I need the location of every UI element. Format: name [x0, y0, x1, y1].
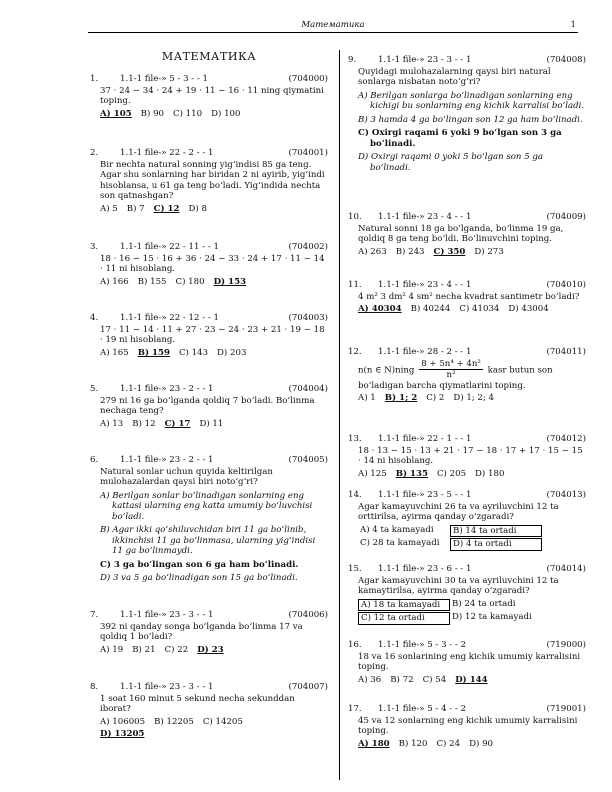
- answer-d[interactable]: D) 43004: [508, 304, 549, 315]
- problem-code: (704005): [288, 455, 328, 465]
- problem-code: (704008): [546, 55, 586, 65]
- answer-b[interactable]: B) Agar ikki qo‘shiluvchidan biri 11 ga bo‘linib, ikkinchisi 11 ga bo‘linmasa, ularning yig‘indisi 11 ga bo‘linmaydi.: [100, 525, 316, 557]
- answer-b[interactable]: B) 72: [390, 674, 414, 685]
- problem-text: 17 · 11 − 14 · 11 + 27 · 23 − 24 · 23 + 21 · 19 − 18 · 19 ni hisoblang.: [100, 325, 325, 346]
- problem-number: 5.: [90, 384, 99, 394]
- answer-c[interactable]: C) 205: [436, 468, 467, 479]
- problem-10: [348, 212, 586, 257]
- answer-options: [358, 469, 586, 479]
- answer-c[interactable]: C) 54: [422, 674, 447, 685]
- problem-text: [358, 359, 586, 391]
- answer-c[interactable]: C) 28 ta kamayadi: [360, 538, 440, 549]
- left-column: [90, 50, 328, 740]
- answer-b[interactable]: B) 155: [137, 276, 167, 287]
- problem-11: [348, 280, 586, 315]
- problem-number: 7.: [90, 610, 99, 620]
- problem-source: 1.1-1 file-» 5 - 3 - - 2: [378, 640, 467, 650]
- problem-text: Bir nechta natural sonning yig‘indisi 85 ga teng. Agar shu sonlarning har biridan 2 ni ayirib, yig‘indi hisoblansa, u 61 ga teng bo‘ladi. Yig‘indida nechta son qatnashgan?: [100, 160, 325, 202]
- header-title: Математика: [301, 20, 365, 30]
- problem-source: 1.1-1 file-» 23 - 5 - - 1: [378, 490, 472, 500]
- problem-source: 1.1-1 file-» 22 - 12 - - 1: [120, 313, 219, 323]
- answer-a[interactable]: A) 40304: [358, 304, 402, 315]
- problem-number: 8.: [90, 682, 99, 692]
- answer-d[interactable]: D) 90: [469, 738, 494, 749]
- problem-6: [90, 455, 328, 587]
- problem-source: 1.1-1 file-» 23 - 3 - - 1: [378, 55, 472, 65]
- answer-a[interactable]: A) 1: [358, 393, 376, 404]
- answer-d[interactable]: D) 23: [197, 644, 224, 655]
- answer-c[interactable]: C) 12 ta ortadi: [358, 612, 450, 624]
- answer-d[interactable]: D) 1; 2; 4: [453, 393, 494, 404]
- answer-d[interactable]: D) 203: [217, 347, 247, 358]
- problem-text: 1 soat 160 minut 5 sekund necha sekunddan iborat?: [100, 694, 295, 715]
- answer-b[interactable]: B) 1; 2: [384, 393, 418, 404]
- answer-d[interactable]: D) 3 va 5 ga bo‘linadigan son 15 ga bo‘linadi.: [100, 573, 298, 584]
- answer-a[interactable]: A) 166: [100, 276, 129, 287]
- problem-code: (704014): [546, 564, 586, 574]
- section-title: МАТЕМАТИКА: [161, 50, 257, 63]
- problem-1: [90, 74, 328, 119]
- problem-text: 18 · 13 − 15 · 13 + 21 · 17 − 18 · 17 + 17 · 15 − 15 · 14 ni hisoblang.: [358, 446, 583, 467]
- problem-source: 1.1-1 file-» 23 - 4 - - 1: [378, 280, 472, 290]
- answer-c[interactable]: C) 22: [164, 644, 189, 655]
- problem-code: (704007): [288, 682, 328, 692]
- answer-b[interactable]: B) 243: [395, 246, 425, 257]
- problem-code: (704004): [288, 384, 328, 394]
- problem-source: 1.1-1 file-» 23 - 4 - - 1: [378, 212, 472, 222]
- fraction-numerator: 8 + 5n⁴ + 4n²: [421, 359, 481, 369]
- problem-number: 4.: [90, 313, 99, 323]
- answer-options: [358, 304, 586, 314]
- problem-text: Quyidagi mulohazalarning qaysi biri natural sonlarga nisbatan noto‘g‘ri?: [358, 67, 551, 88]
- answer-c[interactable]: C) 41034: [459, 304, 500, 315]
- problem-code: (704001): [288, 148, 328, 158]
- answer-b[interactable]: B) 120: [398, 738, 428, 749]
- answer-b[interactable]: B) 12205: [154, 716, 194, 727]
- problem-number: 12.: [348, 347, 362, 357]
- problem-text: 18 va 16 sonlarining eng kichik umumiy karralisini toping.: [358, 652, 581, 673]
- answer-d[interactable]: D) 100: [211, 108, 241, 119]
- problem-5: [90, 384, 328, 429]
- answer-options-row2: [100, 729, 328, 739]
- problem-code: (719000): [546, 640, 586, 650]
- answer-options: [358, 599, 586, 625]
- answer-options: [358, 393, 586, 403]
- problem-source: 1.1-1 file-» 5 - 4 - - 2: [378, 704, 467, 714]
- answer-c[interactable]: C) Oxirgi raqami 6 yoki 9 bo‘lgan son 3 ga bo‘linadi.: [358, 128, 562, 149]
- answer-c[interactable]: C) 17: [164, 418, 191, 429]
- answer-c[interactable]: C) 110: [173, 108, 203, 119]
- answer-a[interactable]: A) Berilgan sonlar bo‘linadigan sonlarning eng kattasi ularning eng katta umumiy bo‘luvchisi bo‘ladi.: [100, 490, 313, 522]
- answer-c[interactable]: C) 12: [153, 203, 180, 214]
- problem-16: [348, 640, 586, 685]
- problem-text: Agar kamayuvchini 30 ta va ayriluvchini 12 ta kamaytirilsa, ayirma qanday o‘zgaradi?: [358, 576, 559, 597]
- problem-7: [90, 610, 328, 655]
- problem-4: [90, 313, 328, 358]
- problem-source: 1.1-1 file-» 22 - 2 - - 1: [120, 148, 214, 158]
- answer-b[interactable]: B) 90: [140, 108, 165, 119]
- answer-b[interactable]: B) 21: [132, 644, 156, 655]
- answer-d[interactable]: D) 12 ta kamayadi: [452, 612, 532, 623]
- problem-number: 15.: [348, 564, 362, 574]
- column-divider: [339, 50, 340, 780]
- problem-14: [348, 490, 586, 551]
- problem-number: 17.: [348, 704, 362, 714]
- problem-source: 1.1-1 file-» 23 - 2 - - 1: [120, 384, 214, 394]
- fraction-denominator: n²: [446, 370, 456, 381]
- problem-9: [348, 55, 586, 176]
- page-number: 1: [570, 20, 576, 30]
- answer-d[interactable]: D) 180: [475, 468, 505, 479]
- problem-2: [90, 148, 328, 214]
- answer-a[interactable]: A) 125: [358, 468, 387, 479]
- answer-a[interactable]: A) Berilgan sonlarga bo‘linadigan sonlarning eng kichigi bu sonlarning eng kichik karralisi bo‘ladi.: [358, 90, 585, 112]
- problem-code: (704006): [288, 610, 328, 620]
- problem-source: 1.1-1 file-» 23 - 2 - - 1: [120, 455, 214, 465]
- answer-a[interactable]: A) 4 ta kamayadi: [360, 524, 434, 535]
- problem-number: 3.: [90, 242, 99, 252]
- problem-text: 37 · 24 − 34 · 24 + 19 · 11 − 16 · 11 ning qiymatini toping.: [100, 86, 324, 107]
- problem-number: 6.: [90, 455, 99, 465]
- answer-a[interactable]: A) 180: [358, 738, 390, 749]
- problem-number: 2.: [90, 148, 99, 158]
- answer-options: [100, 419, 328, 429]
- problem-code: (719001): [546, 704, 586, 714]
- answer-options: [100, 348, 328, 358]
- problem-text: Natural sonlar uchun quyida keltirilgan mulohazalardan qaysi biri noto‘g‘ri?: [100, 467, 273, 488]
- problem-8: [90, 682, 328, 740]
- problem-text-post: kasr butun son bo‘ladigan barcha qiymatlarini toping.: [358, 365, 553, 391]
- problem-code: (704010): [546, 280, 586, 290]
- answer-options: [358, 525, 586, 551]
- answer-options: [100, 645, 328, 655]
- answer-options: [358, 247, 586, 257]
- answer-a[interactable]: A) 36: [358, 674, 382, 685]
- problem-15: [348, 564, 586, 625]
- problem-code: (704011): [546, 347, 586, 357]
- answer-d[interactable]: D) Oxirgi raqami 0 yoki 5 bo‘lgan son 5 ga bo‘linadi.: [358, 152, 544, 173]
- answer-d[interactable]: D) 153: [213, 276, 247, 287]
- answer-options: [100, 204, 328, 214]
- problem-source: 1.1-1 file-» 22 - 11 - - 1: [120, 242, 219, 252]
- answer-d[interactable]: D) 8: [188, 203, 207, 214]
- running-header: [88, 18, 578, 33]
- answer-options: [100, 717, 328, 727]
- problem-17: [348, 704, 586, 749]
- answer-options: [358, 739, 586, 749]
- answer-d[interactable]: D) 11: [199, 418, 224, 429]
- problem-source: 1.1-1 file-» 28 - 2 - - 1: [378, 347, 472, 357]
- problem-code: (704002): [288, 242, 328, 252]
- answer-d[interactable]: D) 13205: [100, 729, 145, 740]
- answer-c[interactable]: C) 2: [426, 393, 445, 404]
- answer-a[interactable]: A) 18 ta kamayadi: [358, 599, 450, 611]
- answer-options: [100, 277, 328, 287]
- problem-number: 14.: [348, 490, 362, 500]
- answer-c[interactable]: C) 14205: [202, 716, 243, 727]
- answer-c[interactable]: C) 350: [433, 246, 466, 257]
- answer-a[interactable]: A) 5: [100, 203, 118, 214]
- problem-13: [348, 434, 586, 479]
- answer-b[interactable]: B) 159: [137, 347, 170, 358]
- problem-source: 1.1-1 file-» 23 - 3 - - 1: [120, 610, 214, 620]
- problem-code: (704013): [546, 490, 586, 500]
- answer-b[interactable]: B) 40244: [410, 304, 451, 315]
- problem-code: (704000): [288, 74, 328, 84]
- fraction: [419, 359, 483, 381]
- answer-a[interactable]: A) 263: [358, 246, 387, 257]
- answer-d[interactable]: D) 144: [455, 674, 488, 685]
- problem-source: 1.1-1 file-» 23 - 6 - - 1: [378, 564, 472, 574]
- problem-text: 279 ni 16 ga bo‘lganda qoldiq 7 bo‘ladi. Bo‘linma nechaga teng?: [100, 396, 315, 417]
- answer-b[interactable]: B) 3 hamda 4 ga bo‘lingan son 12 ga ham bo‘linadi.: [358, 114, 583, 125]
- answer-b[interactable]: B) 14 ta ortadi: [450, 525, 542, 537]
- problem-number: 11.: [348, 280, 362, 290]
- answer-options: [358, 675, 586, 685]
- problem-code: (704003): [288, 313, 328, 323]
- answer-b[interactable]: B) 12: [132, 418, 156, 429]
- problem-number: 13.: [348, 434, 362, 444]
- answer-a[interactable]: A) 13: [100, 418, 124, 429]
- problem-source: 1.1-1 file-» 23 - 3 - - 1: [120, 682, 214, 692]
- problem-text: 45 va 12 sonlarning eng kichik umumiy karralisini toping.: [358, 716, 578, 737]
- problem-text-pre: n(n ∈ N)ning: [358, 365, 415, 376]
- answer-d[interactable]: D) 4 ta ortadi: [450, 538, 542, 550]
- answer-c[interactable]: C) 180: [175, 276, 205, 287]
- answer-options: [100, 491, 328, 584]
- answer-a[interactable]: A) 165: [100, 347, 129, 358]
- problem-text: Agar kamayuvchini 26 ta va ayriluvchini 12 ta orttirilsa, ayirma qanday o‘zgaradi?: [358, 502, 559, 523]
- problem-text: 18 · 16 − 15 · 16 + 36 · 24 − 33 · 24 + 17 · 11 − 14 · 11 ni hisoblang.: [100, 254, 325, 275]
- answer-a[interactable]: A) 106005: [100, 716, 146, 727]
- answer-options: [100, 109, 328, 119]
- problem-number: 1.: [90, 74, 99, 84]
- problem-3: [90, 242, 328, 287]
- problem-text: Natural sonni 18 ga bo‘lganda, bo‘linma 19 ga, qoldiq 8 ga teng bo‘ldi. Bo‘linuvchini toping.: [358, 224, 564, 245]
- problem-source: 1.1-1 file-» 22 - 1 - - 1: [378, 434, 472, 444]
- problem-text: 4 m² 3 dm² 4 sm² necha kvadrat santimetr bo‘ladi?: [358, 292, 580, 302]
- answer-d[interactable]: D) 273: [474, 246, 504, 257]
- answer-a[interactable]: A) 105: [100, 108, 132, 119]
- problem-code: (704009): [546, 212, 586, 222]
- problem-number: 10.: [348, 212, 362, 222]
- answer-options: [358, 91, 586, 173]
- problem-number: 9.: [348, 55, 357, 65]
- answer-b[interactable]: B) 7: [126, 203, 145, 214]
- answer-c[interactable]: C) 3 ga bo‘lingan son 6 ga ham bo‘linadi.: [100, 559, 299, 570]
- problem-text: 392 ni qanday songa bo‘lganda bo‘linma 17 va qoldiq 1 bo‘ladi?: [100, 622, 303, 643]
- answer-c[interactable]: C) 24: [436, 738, 461, 749]
- answer-b[interactable]: B) 24 ta ortadi: [452, 598, 516, 609]
- problem-source: 1.1-1 file-» 5 - 3 - - 1: [120, 74, 209, 84]
- problem-12: [348, 347, 586, 404]
- answer-a[interactable]: A) 19: [100, 644, 124, 655]
- problem-code: (704012): [546, 434, 586, 444]
- problem-number: 16.: [348, 640, 362, 650]
- answer-b[interactable]: B) 135: [395, 468, 428, 479]
- answer-c[interactable]: C) 143: [178, 347, 209, 358]
